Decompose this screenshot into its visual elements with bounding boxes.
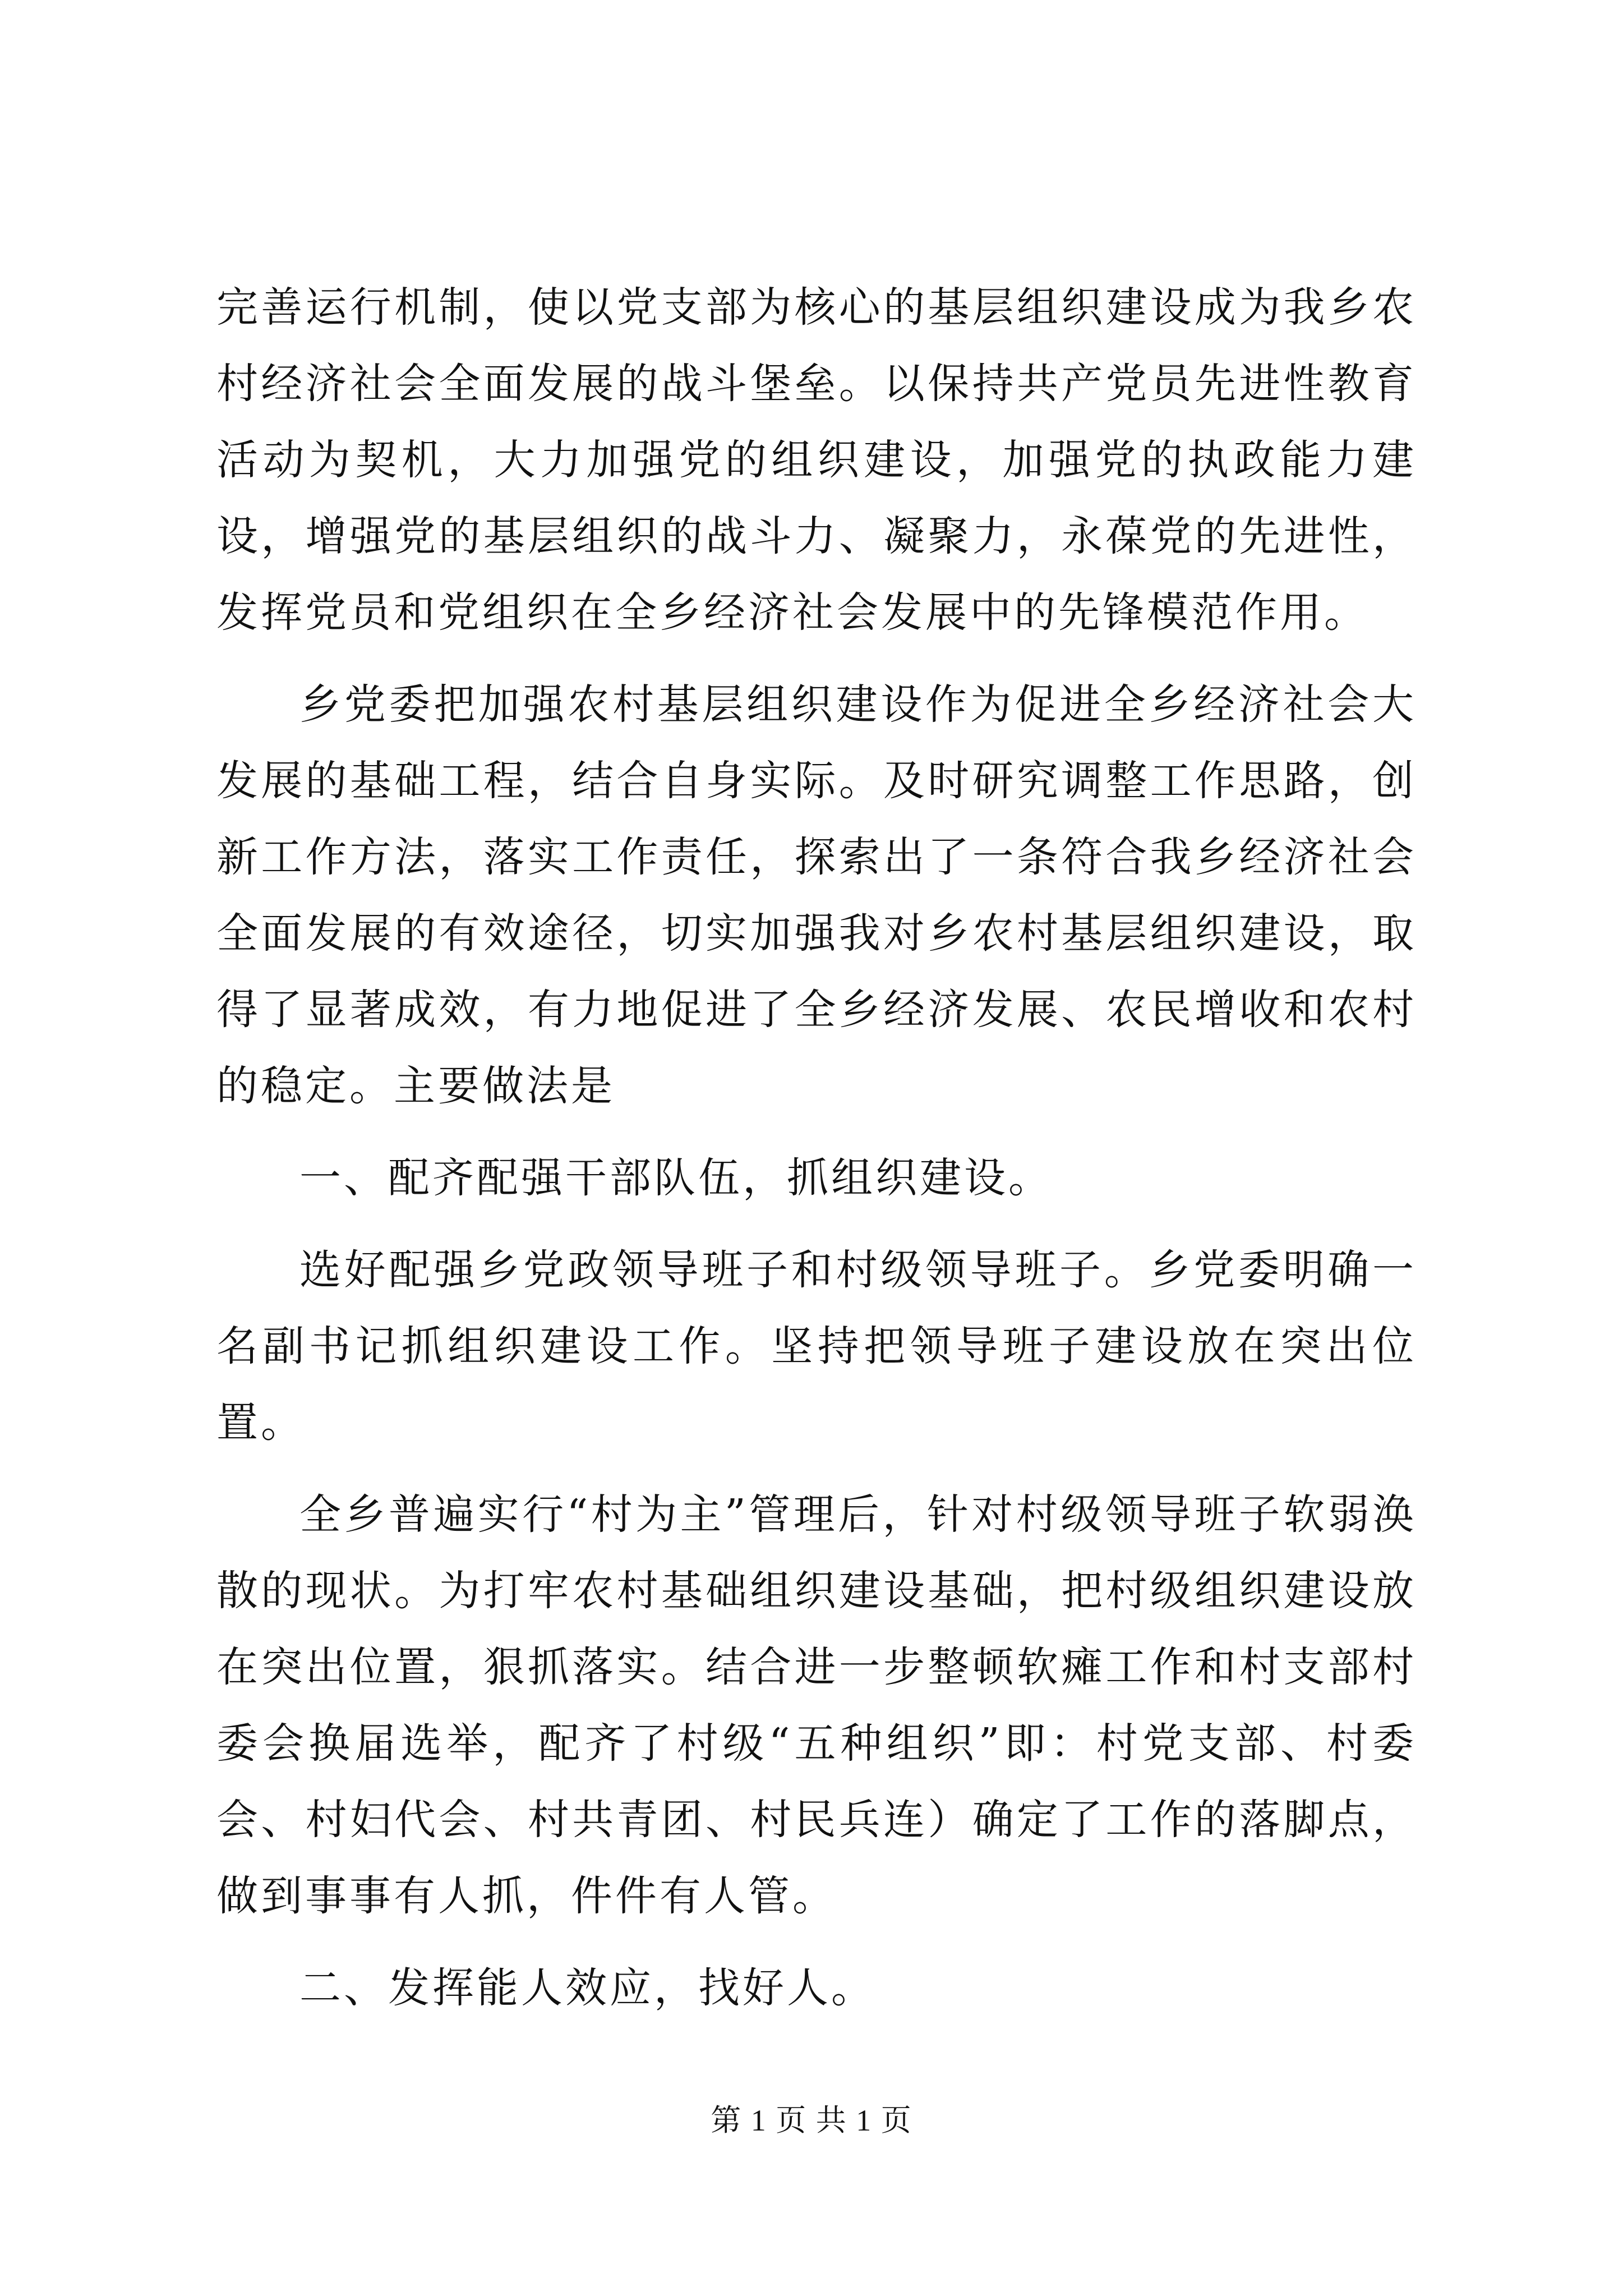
paragraph-2: 乡党委把加强农村基层组织建设作为促进全乡经济社会大发展的基础工程，结合自身实际。及时研究调整工作思路，创新工作方法，落实工作责任，探索出了一条符合我乡经济社会全面发展的有效途径，切实加强我对乡农村基层组织建设，取得了显著成效，有力地促进了全乡经济发展、农民增收和农村的稳定。主要做法是 bbox=[216, 680, 1417, 1110]
paragraph-1: 完善运行机制，使以党支部为核心的基层组织建设成为我乡农村经济社会全面发展的战斗堡垒。以保持共产党员先进性教育活动为契机，大力加强党的组织建设，加强党的执政能力建设，增强党的基层组织的战斗力、凝聚力，永葆党的先进性，发挥党员和党组织在全乡经济社会发展中的先锋模范作用。 bbox=[216, 283, 1417, 637]
document-body bbox=[216, 269, 1417, 2026]
paragraph-4: 全乡普遍实行“村为主”管理后，针对村级领导班子软弱涣散的现状。为打牢农村基础组织建设基础，把村级组织建设放在突出位置，狠抓落实。结合进一步整顿软瘫工作和村支部村委会换届选举，配齐了村级“五种组织”即：村党支部、村委会、村妇代会、村共青团、村民兵连）确定了工作的落脚点，做到事事有人抓，件件有人管。 bbox=[216, 1490, 1417, 1920]
page-footer: 第 1 页 共 1 页 bbox=[711, 2104, 912, 2137]
section-heading-1: 一、配齐配强干部队伍，抓组织建设。 bbox=[299, 1154, 1053, 1202]
section-heading-2: 二、发挥能人效应，找好人。 bbox=[299, 1964, 875, 2012]
paragraph-3: 选好配强乡党政领导班子和村级领导班子。乡党委明确一名副书记抓组织建设工作。坚持把领导班子建设放在突出位置。 bbox=[216, 1246, 1417, 1447]
